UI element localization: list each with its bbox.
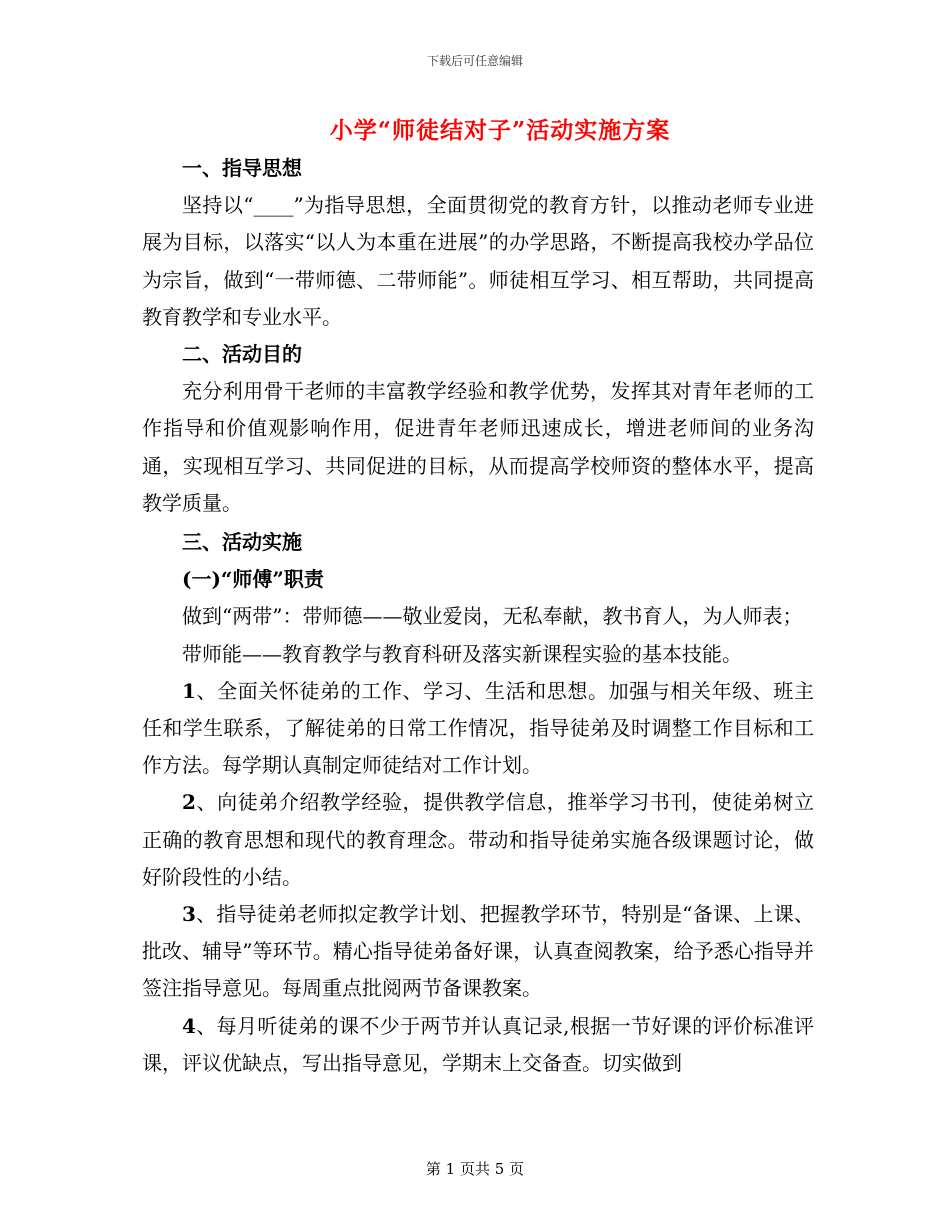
page-number-footer: 第 1 页共 5 页 (425, 1160, 525, 1178)
list-item (142, 1008, 814, 1082)
list-item-text: 、每月听徒弟的课不少于两节并认真记录,根据一节好课的评价标准评课，评议优缺点，写出指导意见，学期末上交备查。切实做到 (142, 1013, 814, 1075)
list-item (142, 896, 814, 1008)
paragraph-guiding-ideology: 坚持以“____”为指导思想，全面贯彻党的教育方针，以推动老师专业进展为目标，以落实“以人为本重在进展”的办学思路，不断提高我校办学品位为宗旨，做到“一带师德、二带师能”。师徒相互学习、相互帮助，共同提高教育教学和专业水平。 (142, 193, 814, 329)
document-title: 小学“师徒结对子”活动实施方案 (329, 117, 671, 144)
list-item-number: 3 (182, 902, 196, 927)
section-heading-activity-purpose: 二、活动目的 (182, 342, 302, 367)
section-heading-guiding-ideology: 一、指导思想 (182, 156, 302, 180)
paragraph-teaching-skills: 带师能——教育教学与教育科研及落实新课程实验的基本技能。 (182, 641, 742, 666)
list-item-text: 、指导徒弟老师拟定教学计划、把握教学环节，特别是“备课、上课、批改、辅导”等环节。精心指导徒弟备好课，认真查阅教案，给予悉心指导并签注指导意见。每周重点批阅两节备课教案。 (142, 902, 814, 1001)
paragraph-activity-purpose: 充分利用骨干老师的丰富教学经验和教学优势，发挥其对青年老师的工作指导和价值观影响作用，促进青年老师迅速成长，增进老师间的业务沟通，实现相互学习、共同促进的目标，从而提高学校师资的整体水平，提高教学质量。 (142, 379, 814, 515)
list-item (142, 673, 814, 785)
list-item (142, 784, 814, 896)
list-item-number: 2 (182, 790, 196, 815)
list-item-text: 、向徒弟介绍教学经验，提供教学信息，推举学习书刊，使徒弟树立正确的教育思想和现代的教育理念。带动和指导徒弟实施各级课题讨论，做好阶段性的小结。 (142, 790, 814, 889)
subsection-heading-master-duties: (一)“师傅”职责 (182, 567, 324, 592)
paragraph-two-leads: 做到“两带”：带师德——敬业爱岗，无私奉献，教书育人，为人师表； (182, 604, 803, 629)
list-item-number: 4 (182, 1013, 196, 1038)
list-item-text: 、全面关怀徒弟的工作、学习、生活和思想。加强与相关年级、班主任和学生联系，了解徒弟的日常工作情况，指导徒弟及时调整工作目标和工作方法。每学期认真制定师徒结对工作计划。 (142, 678, 814, 778)
document-body (142, 150, 814, 1082)
page-header-note: 下载后可任意编辑 (426, 54, 523, 68)
list-item-number: 1 (182, 678, 196, 703)
section-heading-activity-implementation: 三、活动实施 (182, 530, 302, 555)
